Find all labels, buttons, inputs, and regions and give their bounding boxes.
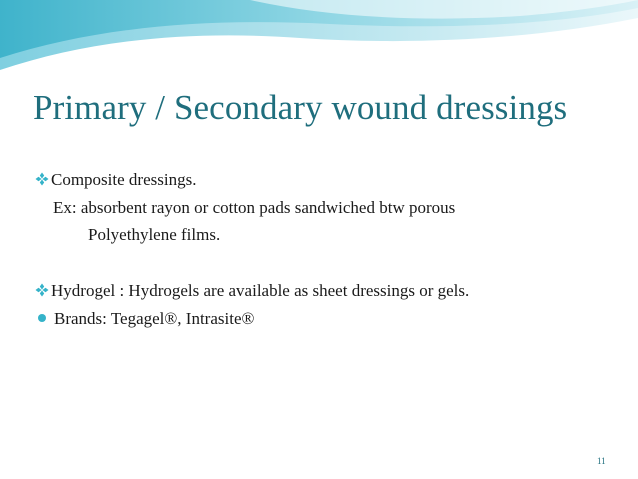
bullet-text: Composite dressings. [51,170,197,189]
bullet-line-composite [35,170,196,190]
round-bullet-icon [38,314,46,322]
slide-title: Primary / Secondary wound dressings [33,88,568,127]
example-line: Ex: absorbent rayon or cotton pads sandwiched btw porous [53,198,456,217]
four-diamond-bullet-icon [35,172,49,186]
bullet-text: Brands: Tegagel®, Intrasite® [54,309,255,328]
bullet-text: Hydrogel : Hydrogels are available as sheet dressings or gels. [51,281,470,300]
header-wave-decoration [0,0,638,80]
bullet-line-brands [38,309,254,329]
bullet-line-hydrogel [35,281,469,301]
example-line-continuation: Polyethylene films. [88,225,221,244]
four-diamond-bullet-icon [35,283,49,297]
page-number: 11 [597,456,606,466]
